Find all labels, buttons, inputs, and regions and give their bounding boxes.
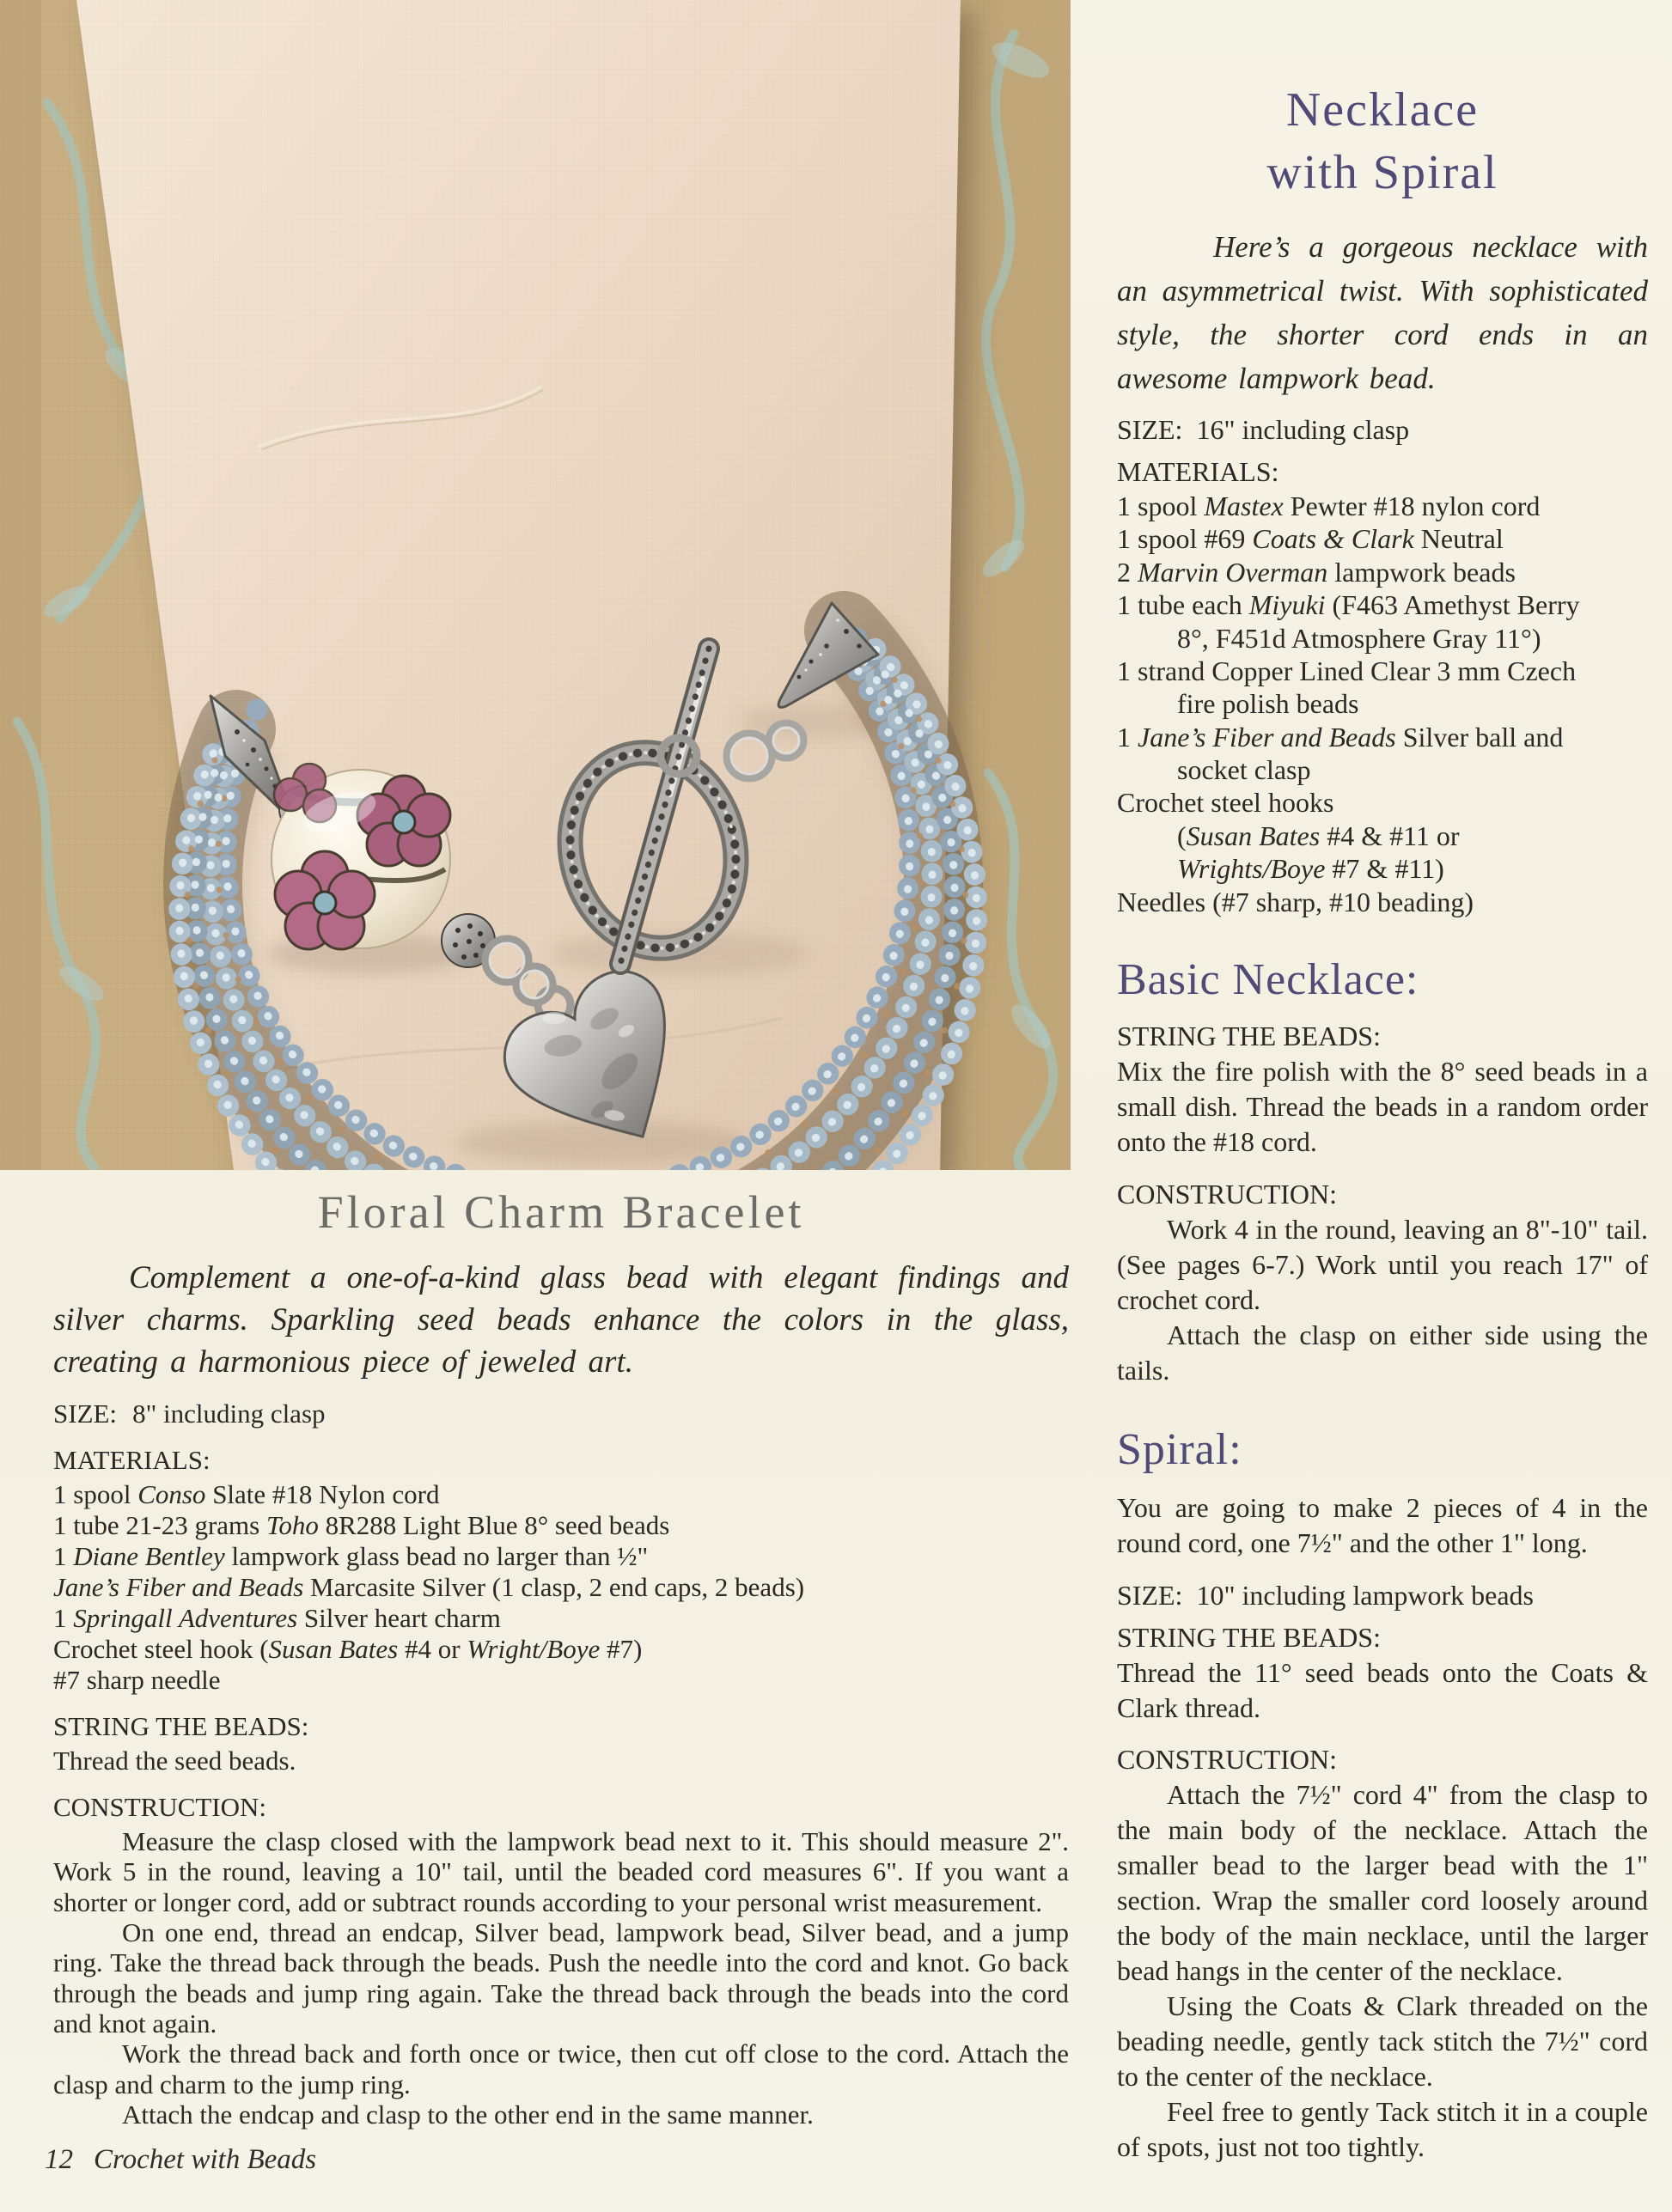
size-label: SIZE: <box>53 1398 118 1429</box>
necklace-title <box>1117 79 1648 204</box>
materials-line: 1 strand Copper Lined Clear 3 mm Czech <box>1117 655 1577 686</box>
bracelet-size-line <box>53 1398 1069 1429</box>
necklace-title-line1: Necklace <box>1285 83 1480 137</box>
materials-line: 1 Springall Adventures Silver heart charm <box>53 1603 501 1634</box>
bracelet-materials-list <box>53 1479 1069 1696</box>
materials-line: 8°, F451d Atmosphere Gray 11°) <box>1177 622 1541 654</box>
materials-line: 1 spool Conso Slate #18 Nylon cord <box>53 1479 440 1510</box>
book-title: Crochet with Beads <box>94 2144 317 2175</box>
page-footer <box>45 2144 316 2176</box>
page-number: 12 <box>45 2144 73 2175</box>
paragraph: Attach the endcap and clasp to the other end in the same manner. <box>122 2099 814 2130</box>
paragraph: Attach the 7½" cord 4" from the clasp to the main body of the necklace. Attach the smaller bead to the larger bead with the 1" section. Wrap the smaller cord loosely around the body of the main necklace, until the larger bead hangs in the center of the necklace. <box>1117 1779 1648 1987</box>
necklace-materials-list <box>1117 490 1648 918</box>
materials-line: 1 tube each Miyuki (F463 Amethyst Berry <box>1117 589 1580 621</box>
basic-construction-label: CONSTRUCTION: <box>1117 1178 1338 1210</box>
necklace-size-value: 16" including clasp <box>1196 413 1410 445</box>
materials-line: (Susan Bates #4 & #11 or <box>1177 820 1460 851</box>
materials-line: Wrights/Boye #7 & #11) <box>1177 853 1444 885</box>
spiral-heading: Spiral: <box>1117 1424 1242 1474</box>
materials-line: socket clasp <box>1177 754 1311 786</box>
materials-line: Crochet steel hooks <box>1117 787 1334 819</box>
spiral-size-line <box>1117 1580 1648 1612</box>
paragraph: Work the thread back and forth once or twice, then cut off close to the cord. Attach the clasp and charm to the jump ring. <box>53 2038 1069 2099</box>
materials-line: 1 spool #69 Coats & Clark Neutral <box>1117 523 1504 555</box>
bracelet-construction <box>53 1826 1069 2130</box>
spiral-construction <box>1117 1777 1648 2164</box>
paragraph: Work 4 in the round, leaving an 8"-10" tail. (See pages 6-7.) Work until you reach 17" of crochet cord. <box>1117 1213 1648 1315</box>
bracelet-title: Floral Charm Bracelet <box>317 1186 805 1238</box>
bracelet-construction-label: CONSTRUCTION: <box>53 1792 267 1823</box>
necklace-article <box>1117 79 1648 2165</box>
basic-construction <box>1117 1212 1648 1388</box>
bracelet-photo <box>0 0 1071 1170</box>
bracelet-string-label: STRING THE BEADS: <box>53 1711 309 1742</box>
basic-string-text: Mix the fire polish with the 8° seed beads in a small dish. Thread the beads in a random order onto the #18 cord. <box>1117 1056 1648 1157</box>
materials-line: 1 Jane’s Fiber and Beads Silver ball and <box>1117 721 1564 753</box>
bracelet-string-text: Thread the seed beads. <box>53 1746 296 1776</box>
size-label: SIZE: <box>1117 413 1183 445</box>
bracelet-size-value: 8" including clasp <box>132 1398 326 1429</box>
spiral-string-text: Thread the 11° seed beads onto the Coats & Clark thread. <box>1117 1656 1648 1723</box>
materials-line: #7 sharp needle <box>53 1665 221 1696</box>
bracelet-intro: Complement a one-of-a-kind glass bead with elegant findings and silver charms. Sparkling seed beads enhance the colors in the glass, creating a harmonious piece of jeweled art. <box>53 1260 1069 1380</box>
spiral-intro: You are going to make 2 pieces of 4 in the round cord, one 7½" and the other 1" long. <box>1117 1491 1648 1558</box>
spiral-size-value: 10" including lampwork beads <box>1196 1579 1534 1611</box>
bracelet-article <box>53 1185 1069 2130</box>
materials-line: 2 Marvin Overman lampwork beads <box>1117 556 1516 588</box>
basic-string-label: STRING THE BEADS: <box>1117 1021 1381 1052</box>
paragraph: Using the Coats & Clark threaded on the beading needle, gently tack stitch the 7½" cord to the center of the necklace. <box>1117 1990 1648 2093</box>
paragraph: Attach the clasp on either side using the tails. <box>1117 1319 1648 1386</box>
necklace-size-line <box>1117 414 1648 446</box>
materials-line: fire polish beads <box>1177 688 1359 720</box>
necklace-intro: Here’s a gorgeous necklace with an asymmetrical twist. With sophisticated style, the shorter cord ends in an awesome lampwork bead. <box>1117 229 1648 395</box>
materials-line: 1 tube 21-23 grams Toho 8R288 Light Blue 8° seed beads <box>53 1510 670 1541</box>
basic-necklace-heading: Basic Necklace: <box>1117 955 1419 1005</box>
necklace-title-line2: with Spiral <box>1266 145 1498 199</box>
paragraph: Feel free to gently Tack stitch it in a couple of spots, just not too tightly. <box>1117 2096 1648 2163</box>
materials-line: Jane’s Fiber and Beads Marcasite Silver (1 clasp, 2 end caps, 2 beads) <box>53 1572 805 1603</box>
materials-line: 1 Diane Bentley lampwork glass bead no larger than ½" <box>53 1541 649 1572</box>
paragraph: On one end, thread an endcap, Silver bead, lampwork bead, Silver bead, and a jump ring. Take the thread back through the beads. Push the needle into the cord and knot. Go back through the beads and jump ring again. Take the thread back through the beads into the cord and knot again. <box>53 1917 1069 2039</box>
size-label: SIZE: <box>1117 1579 1183 1611</box>
lampwork-bead <box>272 764 450 949</box>
spiral-construction-label: CONSTRUCTION: <box>1117 1744 1338 1776</box>
spiral-string-label: STRING THE BEADS: <box>1117 1621 1381 1653</box>
necklace-materials-label: MATERIALS: <box>1117 455 1279 487</box>
paragraph: Measure the clasp closed with the lampwork bead next to it. This should measure 2". Work 5 in the round, leaving a 10" tail, until the beaded cord measures 6". If you want a shorter or longer cord, add or subtract rounds according to your personal wrist measurement. <box>53 1826 1069 1917</box>
materials-line: Needles (#7 sharp, #10 beading) <box>1117 886 1474 917</box>
bracelet-photo-illustration <box>0 0 1071 1170</box>
bracelet-materials-label: MATERIALS: <box>53 1445 211 1476</box>
materials-line: 1 spool Mastex Pewter #18 nylon cord <box>1117 490 1541 521</box>
materials-line: Crochet steel hook (Susan Bates #4 or Wright/Boye #7) <box>53 1634 643 1665</box>
